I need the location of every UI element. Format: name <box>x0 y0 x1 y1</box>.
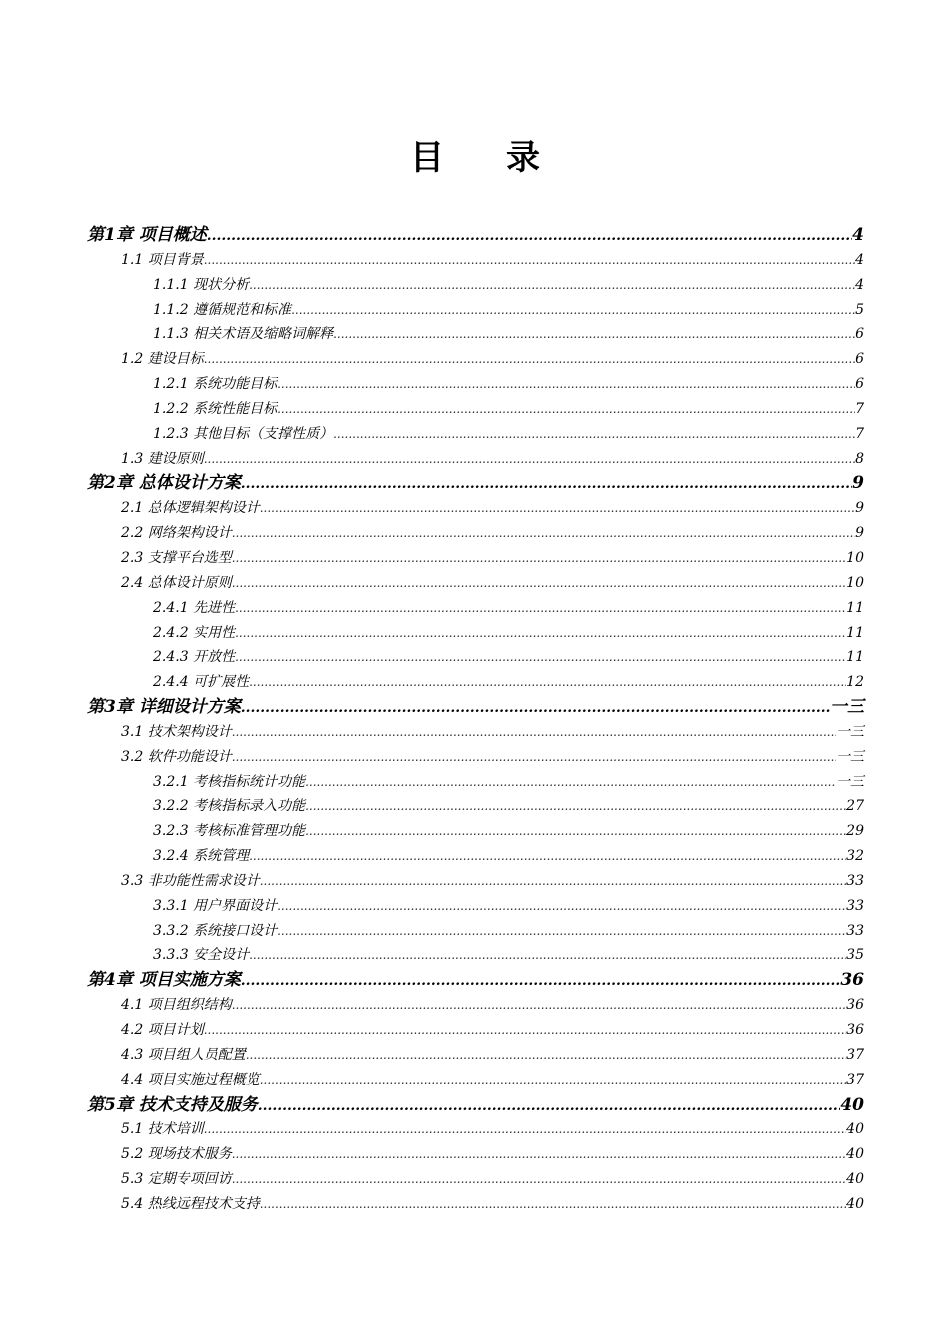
toc-entry-label: 2.4 总体设计原则 <box>121 574 232 591</box>
toc-dot-leader <box>232 521 855 546</box>
toc-page-number: 7 <box>855 400 864 417</box>
toc-entry-level-1[interactable] <box>87 968 864 993</box>
toc-entry-label: 5.4 热线远程技术支持 <box>121 1195 260 1212</box>
toc-entry-level-2[interactable] <box>87 546 864 571</box>
toc-page-number: 8 <box>855 450 864 467</box>
toc-entry-level-2[interactable] <box>87 1068 864 1093</box>
toc-page-number: 37 <box>846 1071 864 1088</box>
title-char-1: 目 <box>410 138 444 178</box>
toc-entry-level-1[interactable] <box>87 695 864 720</box>
toc-page-number: 9 <box>855 525 864 542</box>
toc-entry-level-3[interactable] <box>87 844 864 869</box>
toc-page-number: 40 <box>846 1146 864 1163</box>
toc-entry-label: 3.2.3 考核标准管理功能 <box>153 823 306 840</box>
toc-entry-level-2[interactable] <box>87 447 864 472</box>
toc-entry-level-3[interactable] <box>87 919 864 944</box>
toc-page-number: 33 <box>846 897 864 914</box>
toc-entry-level-2[interactable] <box>87 521 864 546</box>
toc-entry-label: 1.1 项目背景 <box>121 251 204 268</box>
toc-dot-leader <box>249 670 846 695</box>
toc-entry-label: 1.2.1 系统功能目标 <box>153 376 278 393</box>
toc-page-number: 40 <box>840 1094 864 1115</box>
toc-page-number: 4 <box>852 225 864 245</box>
toc-entry-label: 3.3.3 安全设计 <box>153 947 250 964</box>
toc-entry-level-2[interactable] <box>87 745 864 770</box>
toc-dot-leader <box>204 248 855 273</box>
title-char-2: 录 <box>506 138 540 178</box>
toc-entry-label: 第1章 项目概述 <box>87 225 207 245</box>
toc-dot-leader <box>291 298 855 323</box>
toc-entry-level-2[interactable] <box>87 571 864 596</box>
toc-entry-level-1[interactable] <box>87 223 864 248</box>
toc-entry-label: 3.3.2 系统接口设计 <box>153 922 278 939</box>
toc-dot-leader <box>246 1043 846 1068</box>
toc-entry-level-3[interactable] <box>87 645 864 670</box>
toc-page-number: 12 <box>846 674 864 691</box>
toc-entry-label: 2.4.2 实用性 <box>153 624 236 641</box>
toc-page-number: 11 <box>846 599 864 616</box>
toc-entry-level-3[interactable] <box>87 894 864 919</box>
toc-entry-level-2[interactable] <box>87 347 864 372</box>
toc-dot-leader <box>235 621 846 646</box>
toc-page-number: 9 <box>855 500 864 517</box>
toc-page-number: 10 <box>846 574 864 591</box>
toc-entry-level-1[interactable] <box>87 471 864 496</box>
page-title <box>0 130 950 179</box>
toc-entry-label: 1.1.3 相关术语及缩略词解释 <box>153 326 334 343</box>
toc-dot-leader <box>232 571 846 596</box>
toc-entry-label: 4.1 项目组织结构 <box>121 997 232 1014</box>
toc-dot-leader <box>207 224 852 249</box>
toc-page-number: 9 <box>852 473 864 494</box>
toc-page-number: 36 <box>846 997 864 1014</box>
toc-entry-label: 第4章 项目实施方案 <box>87 970 241 991</box>
toc-dot-leader <box>249 844 846 869</box>
toc-dot-leader <box>232 1142 846 1167</box>
toc-dot-leader <box>277 894 846 919</box>
toc-entry-label: 5.1 技术培训 <box>121 1121 204 1138</box>
toc-entry-label: 1.3 建设原则 <box>121 450 204 467</box>
toc-dot-leader <box>260 869 846 894</box>
toc-dot-leader <box>204 1018 846 1043</box>
toc-entry-label: 3.3.1 用户界面设计 <box>153 897 278 914</box>
toc-dot-leader <box>277 919 846 944</box>
toc-page-number: 37 <box>846 1046 864 1063</box>
toc-dot-leader <box>333 322 855 347</box>
toc-page-number: 40 <box>846 1195 864 1212</box>
toc-entry-label: 2.4.3 开放性 <box>153 649 236 666</box>
toc-page-number: 35 <box>846 947 864 964</box>
toc-dot-leader <box>249 273 855 298</box>
toc-page-number: 40 <box>846 1121 864 1138</box>
toc-entry-label: 5.2 现场技术服务 <box>121 1146 232 1163</box>
toc-entry-label: 2.2 网络架构设计 <box>121 525 232 542</box>
toc-dot-leader <box>232 720 836 745</box>
toc-entry-label: 1.2.2 系统性能目标 <box>153 400 278 417</box>
toc-dot-leader <box>232 546 846 571</box>
toc-dot-leader <box>232 993 846 1018</box>
toc-page-number: 36 <box>846 1022 864 1038</box>
toc-page-number: 一三 <box>836 748 864 765</box>
toc-page-number: 32 <box>846 848 864 865</box>
toc-entry-level-3[interactable] <box>87 819 864 844</box>
toc-page-number: 29 <box>846 823 864 840</box>
toc-dot-leader <box>260 1068 846 1093</box>
toc-dot-leader <box>204 447 855 472</box>
toc-page-number: 10 <box>846 549 864 566</box>
toc-entry-label: 3.3 非功能性需求设计 <box>121 872 260 889</box>
toc-dot-leader <box>249 943 846 968</box>
toc-dot-leader <box>241 696 830 721</box>
toc-dot-leader <box>305 794 846 819</box>
toc-entry-level-2[interactable] <box>87 1117 864 1142</box>
toc-entry-level-3[interactable] <box>87 770 864 795</box>
toc-entry-label: 1.2.3 其他目标（支撑性质） <box>153 425 334 442</box>
toc-page-number: 40 <box>846 1171 864 1188</box>
toc-entry-level-3[interactable] <box>87 422 864 447</box>
toc-entry-label: 2.4.4 可扩展性 <box>153 674 250 691</box>
toc-entry-label: 3.2.4 系统管理 <box>153 848 250 865</box>
toc-entry-level-2[interactable] <box>87 1167 864 1192</box>
toc-entry-label: 1.1.1 现状分析 <box>153 276 250 293</box>
toc-dot-leader <box>204 347 855 372</box>
toc-entry-label: 2.4.1 先进性 <box>153 599 236 616</box>
table-of-contents <box>87 223 864 1217</box>
toc-dot-leader <box>260 496 855 521</box>
toc-entry-level-3[interactable] <box>87 596 864 621</box>
toc-entry-level-2[interactable] <box>87 1142 864 1167</box>
toc-page-number: 27 <box>846 798 864 815</box>
toc-entry-level-2[interactable] <box>87 1018 864 1043</box>
toc-dot-leader <box>204 1117 846 1142</box>
toc-entry-label: 第3章 详细设计方案 <box>87 697 241 718</box>
toc-entry-level-3[interactable] <box>87 322 864 347</box>
toc-dot-leader <box>277 397 855 422</box>
toc-page-number: 11 <box>846 624 864 641</box>
toc-entry-level-3[interactable] <box>87 397 864 422</box>
toc-entry-label: 5.3 定期专项回访 <box>121 1171 232 1188</box>
toc-entry-level-2[interactable] <box>87 993 864 1018</box>
toc-page-number: 6 <box>855 351 864 368</box>
toc-entry-label: 3.1 技术架构设计 <box>121 723 232 740</box>
toc-entry-level-3[interactable] <box>87 794 864 819</box>
toc-entry-label: 4.4 项目实施过程概览 <box>121 1071 260 1088</box>
toc-page-number: 4 <box>855 276 864 293</box>
toc-entry-level-3[interactable] <box>87 943 864 968</box>
toc-page-number: 6 <box>855 376 864 393</box>
toc-entry-label: 3.2.2 考核指标录入功能 <box>153 798 306 815</box>
toc-dot-leader <box>235 645 846 670</box>
toc-entry-level-2[interactable] <box>87 496 864 521</box>
toc-dot-leader <box>305 819 846 844</box>
toc-entry-level-3[interactable] <box>87 273 864 298</box>
toc-entry-level-3[interactable] <box>87 372 864 397</box>
toc-entry-label: 第5章 技术支持及服务 <box>87 1094 258 1115</box>
toc-dot-leader <box>258 1094 841 1119</box>
toc-page-number: 4 <box>855 251 864 268</box>
toc-page-number: 5 <box>855 301 864 318</box>
toc-entry-label: 1.1.2 遵循规范和标准 <box>153 301 292 318</box>
toc-entry-level-3[interactable] <box>87 298 864 323</box>
toc-page-number: 7 <box>855 425 864 442</box>
toc-entry-level-2[interactable] <box>87 1192 864 1217</box>
toc-page-number: 11 <box>846 649 864 666</box>
toc-entry-label: 第2章 总体设计方案 <box>87 473 241 494</box>
toc-entry-label: 4.3 项目组人员配置 <box>121 1046 246 1063</box>
toc-dot-leader <box>241 969 841 994</box>
toc-page-number: 33 <box>846 872 864 889</box>
toc-entry-level-2[interactable] <box>87 1043 864 1068</box>
toc-entry-label: 3.2.1 考核指标统计功能 <box>153 773 306 790</box>
toc-page-number: 一三 <box>830 697 864 718</box>
toc-dot-leader <box>305 770 836 795</box>
toc-page-number: 一三 <box>836 723 864 740</box>
toc-entry-level-3[interactable] <box>87 670 864 695</box>
toc-entry-label: 1.2 建设目标 <box>121 351 204 368</box>
toc-page-number: 6 <box>855 326 864 343</box>
toc-dot-leader <box>333 422 855 447</box>
toc-entry-level-2[interactable] <box>87 869 864 894</box>
toc-dot-leader <box>232 1167 846 1192</box>
toc-entry-label: 2.1 总体逻辑架构设计 <box>121 500 260 517</box>
toc-dot-leader <box>241 472 852 497</box>
toc-page-number: 36 <box>840 970 864 991</box>
toc-page-number: 33 <box>846 922 864 939</box>
toc-dot-leader <box>277 372 855 397</box>
toc-entry-level-2[interactable] <box>87 720 864 745</box>
toc-entry-level-1[interactable] <box>87 1093 864 1118</box>
toc-entry-label: 3.2 软件功能设计 <box>121 748 232 765</box>
toc-entry-level-3[interactable] <box>87 621 864 646</box>
toc-entry-label: 4.2 项目计划 <box>121 1022 204 1038</box>
toc-page-number: 一三 <box>836 773 864 790</box>
toc-entry-label: 2.3 支撑平台选型 <box>121 549 232 566</box>
toc-entry-level-2[interactable] <box>87 248 864 273</box>
toc-dot-leader <box>260 1192 846 1217</box>
toc-dot-leader <box>235 596 846 621</box>
toc-dot-leader <box>232 745 836 770</box>
